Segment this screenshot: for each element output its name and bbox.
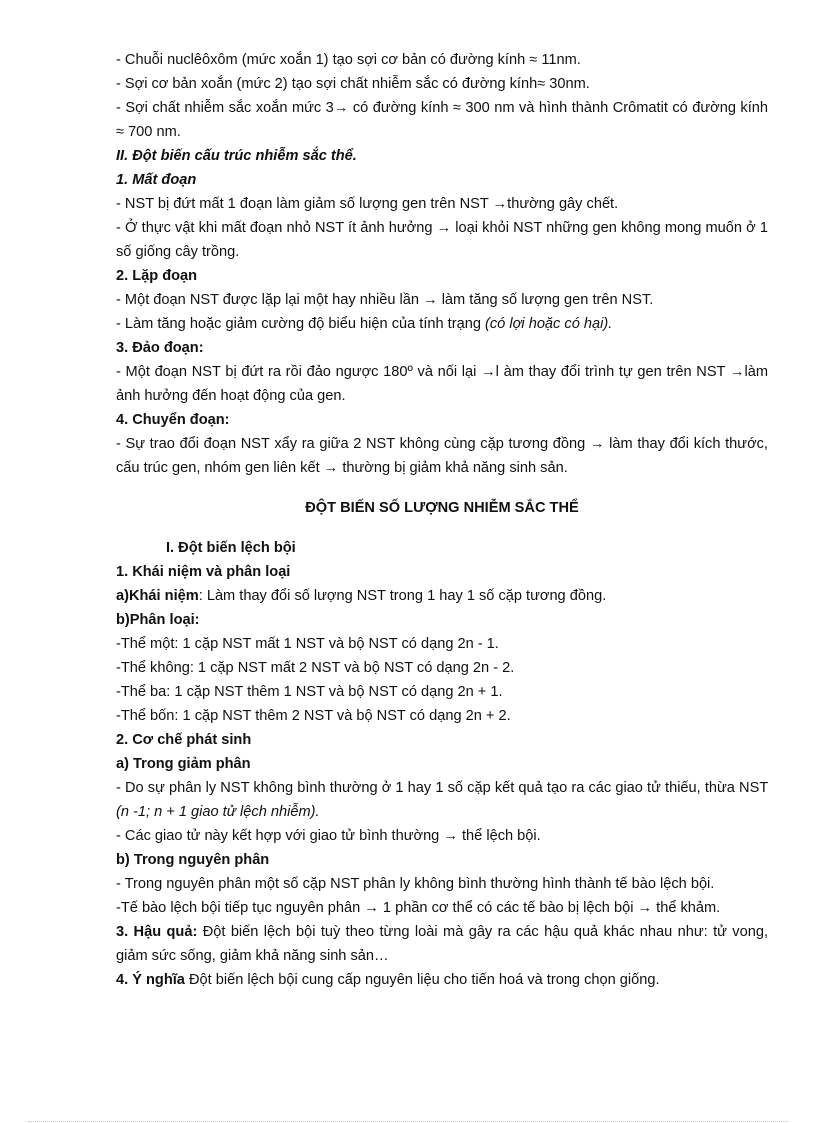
subsection-heading: 2. Lặp đoạn	[116, 268, 198, 284]
text-line	[116, 776, 768, 824]
section-heading: II. Đột biến cấu trúc nhiễm sắc thể.	[116, 148, 357, 164]
text-line	[116, 584, 768, 608]
label-span: a)Khái niệm	[116, 588, 199, 604]
italic-span: (có lợi hoặc có hại).	[485, 316, 613, 332]
subsection-heading: b) Trong nguyên phân	[116, 852, 270, 868]
italic-span: (n -1; n + 1 giao tử lệch nhiễm).	[116, 804, 320, 820]
subsection-heading: a) Trong giảm phân	[116, 756, 251, 772]
text-span: Đột biến lệch bội cung cấp nguyên liệu cho tiến hoá và trong chọn giống.	[184, 972, 660, 988]
text-line: - Trong nguyên phân một số cặp NST phân ly không bình thường hình thành tế bào lệch bội.	[116, 876, 715, 892]
subsection-heading: 3. Đảo đoạn:	[116, 340, 204, 356]
document-page	[116, 48, 768, 992]
text-span: - Do sự phân ly NST không bình thường ở 1 hay 1 số cặp kết quả tạo ra các giao tử thiếu, thừa NST	[116, 780, 768, 796]
text-span: : Làm thay đổi số lượng NST trong 1 hay 1 số cặp tương đồng.	[198, 588, 607, 604]
text-line: -Tế bào lệch bội tiếp tục nguyên phân → 1 phần cơ thể có các tế bào bị lệch bội → thể khảm.	[116, 900, 721, 916]
label-span: 4. Ý nghĩa	[116, 972, 185, 988]
text-line	[116, 312, 768, 336]
text-line: - Một đoạn NST được lặp lại một hay nhiều lần → làm tăng số lượng gen trên NST.	[116, 292, 654, 308]
subsection-heading: 2. Cơ chế phát sinh	[116, 732, 252, 748]
text-line: -Thể không: 1 cặp NST mất 2 NST và bộ NST có dạng 2n - 2.	[116, 660, 515, 676]
page-bottom-divider	[28, 1121, 788, 1122]
text-line: - Chuỗi nuclêôxôm (mức xoắn 1) tạo sợi cơ bản có đường kính ≈ 11nm.	[116, 52, 581, 68]
text-line: -Thể ba: 1 cặp NST thêm 1 NST và bộ NST có dạng 2n + 1.	[116, 684, 503, 700]
subsection-heading: 1. Khái niệm và phân loại	[116, 564, 291, 580]
text-line: - Một đoạn NST bị đứt ra rồi đảo ngược 180º và nối lại →l àm thay đổi trình tự gen trên NST →làm ảnh hưởng đến hoạt động của gen.	[116, 364, 768, 404]
section-heading: I. Đột biến lệch bội	[166, 540, 296, 556]
text-span: Đột biến lệch bội tuỳ theo từng loài mà gây ra các hậu quả khác nhau như: tử vong, giảm sức sống, giảm khả năng sinh sản…	[116, 924, 768, 964]
chapter-title: ĐỘT BIẾN SỐ LƯỢNG NHIỄM SẮC THỂ	[305, 500, 579, 516]
text-line: - Ở thực vật khi mất đoạn nhỏ NST ít ảnh hưởng → loại khỏi NST những gen không mong muốn ở 1 số giống cây trồng.	[116, 220, 768, 260]
text-line: - Sự trao đổi đoạn NST xẩy ra giữa 2 NST không cùng cặp tương đồng → làm thay đổi kích thước, cấu trúc gen, nhóm gen liên kết → thường bị giảm khả năng sinh sản.	[116, 436, 768, 476]
text-line: -Thể một: 1 cặp NST mất 1 NST và bộ NST có dạng 2n - 1.	[116, 636, 499, 652]
text-span: - Làm tăng hoặc giảm cường độ biểu hiện của tính trạng	[116, 316, 486, 332]
label-span: 3. Hậu quả:	[116, 924, 198, 940]
text-line: - Sợi chất nhiễm sắc xoắn mức 3→ có đường kính ≈ 300 nm và hình thành Crômatit có đường kính ≈ 700 nm.	[116, 100, 768, 140]
text-line: - Các giao tử này kết hợp với giao tử bình thường → thể lệch bội.	[116, 828, 541, 844]
text-line	[116, 968, 768, 992]
subsection-heading: 4. Chuyển đoạn:	[116, 412, 230, 428]
subsection-heading: 1. Mất đoạn	[116, 172, 197, 188]
text-line: - Sợi cơ bản xoắn (mức 2) tạo sợi chất nhiễm sắc có đường kính≈ 30nm.	[116, 76, 590, 92]
label-line: b)Phân loại:	[116, 612, 200, 628]
text-line: -Thể bốn: 1 cặp NST thêm 2 NST và bộ NST có dạng 2n + 2.	[116, 708, 511, 724]
text-line	[116, 920, 768, 968]
text-line: - NST bị đứt mất 1 đoạn làm giảm số lượng gen trên NST →thường gây chết.	[116, 196, 619, 212]
